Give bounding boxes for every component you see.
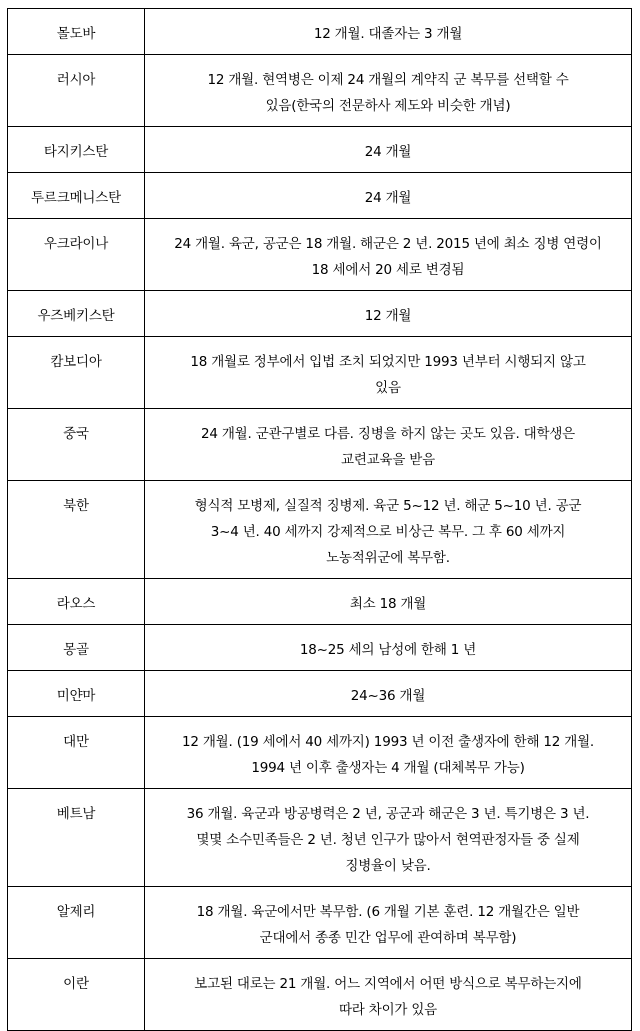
service-detail-line: 12 개월 bbox=[364, 308, 412, 324]
country-cell: 몽골 bbox=[8, 625, 145, 671]
service-detail-line: 교련교육을 받음 bbox=[341, 452, 435, 468]
country-cell: 대만 bbox=[8, 717, 145, 789]
country-cell: 라오스 bbox=[8, 579, 145, 625]
service-detail-line: 3~4 년. 40 세까지 강제적으로 비상근 복무. 그 후 60 세까지 bbox=[210, 524, 566, 540]
table-row bbox=[8, 671, 632, 717]
country-cell: 베트남 bbox=[8, 789, 145, 887]
service-detail-line: 형식적 모병제, 실질적 징병제. 육군 5~12 년. 해군 5~10 년. 공군 bbox=[194, 498, 582, 514]
table-row bbox=[8, 173, 632, 219]
service-detail-line: 있음(한국의 전문하사 제도와 비슷한 개념) bbox=[265, 98, 511, 114]
table-row bbox=[8, 219, 632, 291]
service-detail-cell bbox=[145, 579, 632, 625]
country-cell: 투르크메니스탄 bbox=[8, 173, 145, 219]
country-cell: 러시아 bbox=[8, 55, 145, 127]
table-row bbox=[8, 481, 632, 579]
table-row bbox=[8, 55, 632, 127]
service-detail-line: 12 개월. (19 세에서 40 세까지) 1993 년 이전 출생자에 한해 12 개월. bbox=[181, 734, 595, 750]
table-row bbox=[8, 9, 632, 55]
service-detail-line: 36 개월. 육군과 방공병력은 2 년, 공군과 해군은 3 년. 특기병은 3 년. bbox=[186, 806, 590, 822]
service-detail-line: 12 개월. 현역병은 이제 24 개월의 계약직 군 복무를 선택할 수 bbox=[207, 72, 569, 88]
service-detail-line: 1994 년 이후 출생자는 4 개월 (대체복무 가능) bbox=[251, 760, 525, 776]
country-cell: 캄보디아 bbox=[8, 337, 145, 409]
service-detail-cell bbox=[145, 887, 632, 959]
service-detail-line: 24 개월 bbox=[364, 144, 412, 160]
service-detail-line: 몇몇 소수민족들은 2 년. 청년 인구가 많아서 현역판정자들 중 실제 bbox=[196, 832, 580, 848]
service-detail-cell bbox=[145, 481, 632, 579]
country-cell: 이란 bbox=[8, 959, 145, 1031]
table-row bbox=[8, 409, 632, 481]
service-detail-cell bbox=[145, 9, 632, 55]
table-row bbox=[8, 789, 632, 887]
country-cell: 알제리 bbox=[8, 887, 145, 959]
service-detail-cell bbox=[145, 173, 632, 219]
service-detail-cell bbox=[145, 717, 632, 789]
service-detail-cell bbox=[145, 337, 632, 409]
service-detail-line: 18 개월로 정부에서 입법 조치 되었지만 1993 년부터 시행되지 않고 bbox=[190, 354, 586, 370]
country-cell: 미얀마 bbox=[8, 671, 145, 717]
service-detail-cell bbox=[145, 219, 632, 291]
service-detail-line: 군대에서 종종 민간 업무에 관여하며 복무함) bbox=[259, 930, 517, 946]
service-detail-cell bbox=[145, 625, 632, 671]
table-row bbox=[8, 127, 632, 173]
service-detail-line: 12 개월. 대졸자는 3 개월 bbox=[313, 26, 463, 42]
table-body bbox=[8, 9, 632, 1031]
country-cell: 몰도바 bbox=[8, 9, 145, 55]
country-cell: 우크라이나 bbox=[8, 219, 145, 291]
conscription-table bbox=[7, 8, 632, 1031]
table-row bbox=[8, 887, 632, 959]
service-detail-line: 24~36 개월 bbox=[350, 688, 426, 704]
service-detail-line: 보고된 대로는 21 개월. 어느 지역에서 어떤 방식으로 복무하는지에 bbox=[194, 976, 582, 992]
service-detail-cell bbox=[145, 959, 632, 1031]
table-row bbox=[8, 717, 632, 789]
service-detail-line: 최소 18 개월 bbox=[349, 596, 427, 612]
country-cell: 중국 bbox=[8, 409, 145, 481]
country-cell: 북한 bbox=[8, 481, 145, 579]
service-detail-line: 18 세에서 20 세로 변경됨 bbox=[311, 262, 465, 278]
service-detail-cell bbox=[145, 55, 632, 127]
service-detail-cell bbox=[145, 671, 632, 717]
table-row bbox=[8, 337, 632, 409]
service-detail-cell bbox=[145, 409, 632, 481]
service-detail-line: 있음 bbox=[375, 380, 401, 396]
service-detail-cell bbox=[145, 127, 632, 173]
service-detail-line: 노농적위군에 복무함. bbox=[326, 550, 450, 566]
service-detail-cell bbox=[145, 291, 632, 337]
service-detail-cell bbox=[145, 789, 632, 887]
service-detail-line: 24 개월. 육군, 공군은 18 개월. 해군은 2 년. 2015 년에 최소 징병 연령이 bbox=[174, 236, 602, 252]
table-row bbox=[8, 291, 632, 337]
country-cell: 우즈베키스탄 bbox=[8, 291, 145, 337]
country-cell: 타지키스탄 bbox=[8, 127, 145, 173]
service-detail-line: 24 개월 bbox=[364, 190, 412, 206]
service-detail-line: 24 개월. 군관구별로 다름. 징병을 하지 않는 곳도 있음. 대학생은 bbox=[200, 426, 576, 442]
service-detail-line: 18 개월. 육군에서만 복무함. (6 개월 기본 훈련. 12 개월간은 일반 bbox=[196, 904, 580, 920]
service-detail-line: 따라 차이가 있음 bbox=[338, 1002, 438, 1018]
table-row bbox=[8, 625, 632, 671]
table-row bbox=[8, 959, 632, 1031]
service-detail-line: 18~25 세의 남성에 한해 1 년 bbox=[299, 642, 477, 658]
table-row bbox=[8, 579, 632, 625]
service-detail-line: 징병율이 낮음. bbox=[345, 858, 431, 874]
